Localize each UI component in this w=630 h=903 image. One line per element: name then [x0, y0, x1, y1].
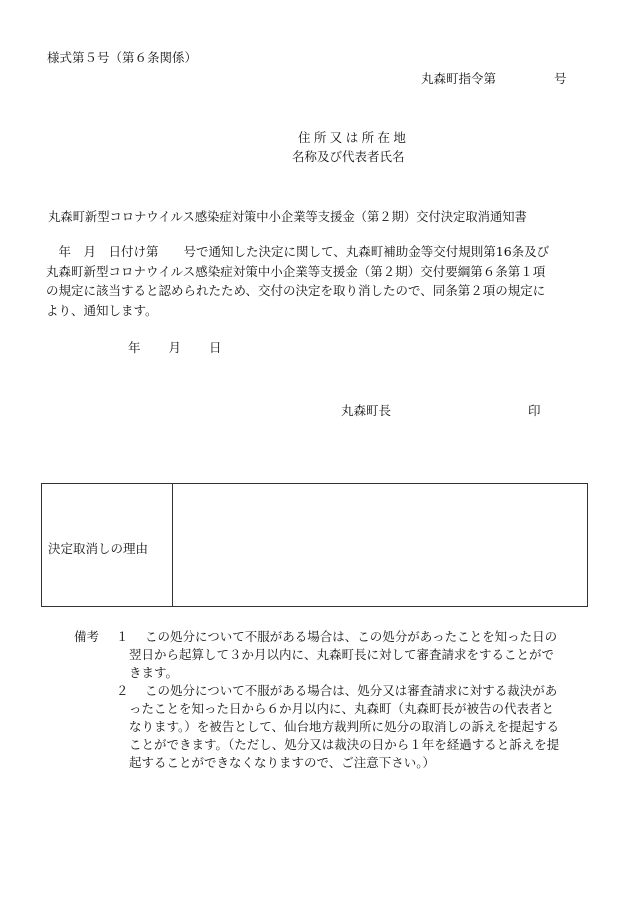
remarks-item-line: 起することができなくなりますので、ご注意下さい。）	[129, 755, 436, 770]
reason-label-cell	[42, 484, 173, 606]
remarks-item-line: この処分について不服がある場合は、処分又は審査請求に対する裁決があ	[145, 683, 558, 698]
order-number-prefix: 丸森町指令第	[421, 71, 497, 86]
remarks-item-line: なります。）を被告として、仙台地方裁判所に処分の取消しの訴えを提起する	[129, 719, 560, 734]
notice-body	[46, 242, 586, 320]
date-year: 年	[128, 340, 141, 355]
remarks-item-line: この処分について不服がある場合は、この処分があったことを知った日の	[145, 629, 558, 644]
addressee-name-label: 名称及び代表者氏名	[292, 149, 405, 164]
order-number-suffix: 号	[554, 71, 567, 86]
remarks-item-line: ったことを知った日から６か月以内に、丸森町（丸森町長が被告の代表者と	[129, 701, 555, 716]
reason-label: 決定取消しの理由	[48, 541, 149, 556]
form-number: 様式第５号（第６条関係）	[47, 50, 198, 65]
notice-body-line: より、通知します。	[46, 302, 158, 318]
notice-body-line: 丸森町新型コロナウイルス感染症対策中小企業等支援金（第２期）交付要綱第６条第１項	[46, 263, 546, 279]
cancellation-reason-table	[41, 483, 588, 607]
date-day: 日	[209, 340, 222, 355]
remarks-label: 備考	[74, 629, 100, 644]
remarks-item-line: ことができます。（ただし、処分又は裁決の日から１年を経過すると訴えを提	[129, 737, 560, 752]
order-number	[421, 69, 567, 87]
notice-body-line: 年 月 日付け第 号で通知した決定に関して、丸森町補助金等交付規則第16条及び	[46, 244, 550, 259]
remarks-item-line: 翌日から起算して３か月以内に、丸森町長に対して審査請求をすることがで	[129, 647, 555, 662]
remarks-item-line: きます。	[129, 665, 179, 680]
addressee-address-label: 住所又は所在地	[298, 130, 410, 145]
date-month: 月	[168, 340, 182, 355]
remarks-item-number: １	[116, 629, 129, 644]
document-title: 丸森町新型コロナウイルス感染症対策中小企業等支援金（第２期）交付決定取消通知書	[48, 210, 527, 224]
mayor-title: 丸森町長	[341, 403, 392, 418]
remarks-item-number: ２	[116, 683, 129, 698]
reason-value-cell	[179, 492, 579, 598]
notice-body-line: の規定に該当すると認められたため、交付の決定を取り消したので、同条第２項の規定に	[46, 283, 546, 298]
seal-mark: 印	[528, 403, 541, 418]
issue-date	[128, 338, 222, 356]
